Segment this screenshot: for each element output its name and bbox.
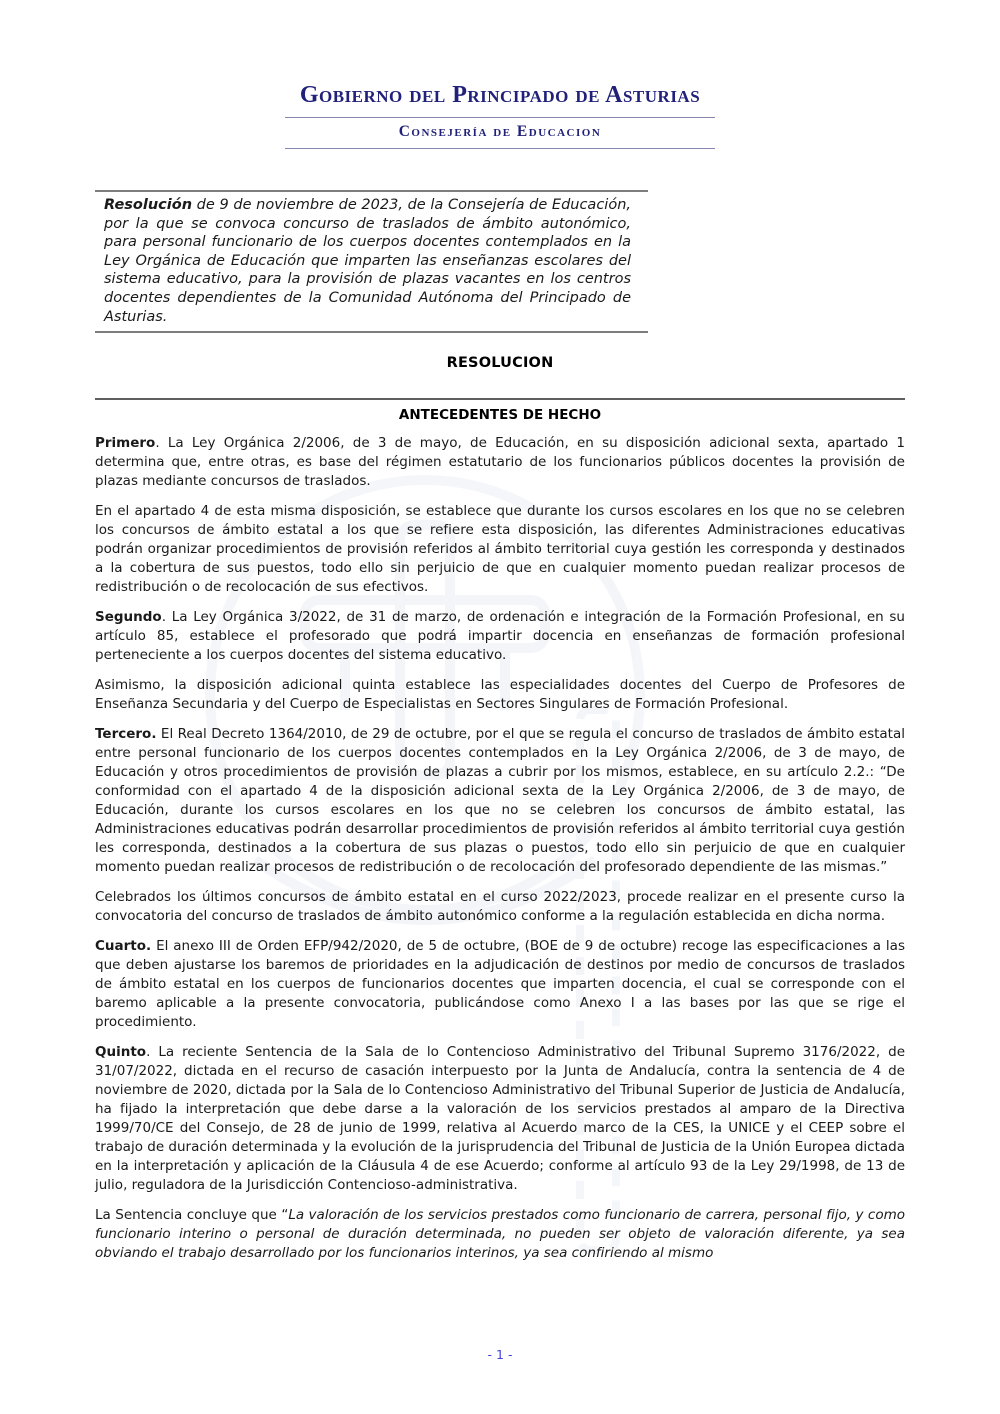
paragraph-lead: Cuarto. <box>95 938 152 955</box>
paragraph-text: La Sentencia concluye que “ <box>95 1207 289 1224</box>
paragraph-celebrados <box>95 888 905 926</box>
paragraph-quote-italic: La valoración de los servicios prestados como funcionario de carrera, personal fijo, y como funcionario interino o personal de duración determinada, no pueden ser objeto de valoración diferente, ya sea obviando el trabajo desarrollado por los funcionarios interinos, ya sea confiriendo al mismo <box>95 1207 905 1262</box>
page-number: - 1 - <box>487 1347 513 1362</box>
paragraph-quinto <box>95 1043 905 1195</box>
paragraph-primero <box>95 434 905 491</box>
paragraph-text: El Real Decreto 1364/2010, de 29 de octubre, por el que se regula el concurso de traslados de ámbito estatal entre personal funcionario de los cuerpos docentes contemplados en la Ley Orgánica 2/2006, de 3 de mayo, de Educación y otros procedimientos de provisión de plazas a cubrir por los mismos, establece, en su artículo 2.2.: “De conformidad con el apartado 4 de la disposición adicional sexta de la Ley Orgánica 2/2006, de 3 de mayo, de Educación, durante los cursos escolares en los que no se celebren los concursos de ámbito estatal, las Administraciones educativas podrán desarrollar procedimientos de provisión referidos al ámbito territorial cuya gestión les corresponda, destinados a la cobertura de sus plazas o puestos, todo ello sin perjuicio de que en cualquier momento puedan realizar procesos de redistribución o de recolocación del profesorado dependiente de las mismas.” <box>95 726 905 876</box>
section-divider-rule <box>95 398 905 400</box>
paragraph-lead: Quinto <box>95 1044 147 1061</box>
paragraph-cuarto <box>95 937 905 1032</box>
document-header <box>0 0 1000 149</box>
paragraph-text: . La reciente Sentencia de la Sala de lo Contencioso Administrativo del Tribunal Supremo 3176/2022, de 31/07/2022, dictada en el recurso de casación interpuesto por la Junta de Andalucía, contra la sentencia de 4 de noviembre de 2020, dictada por la Sala de lo Contencioso Administrativo del Tribunal Superior de Justicia de Andalucía, ha fijado la interpretación que debe darse a la valoración de los servicios prestados al amparo de la Directiva 1999/70/CE del Consejo, de 28 de junio de 1999, relativa al Acuerdo marco de la CES, la UNICE y el CEEP sobre el trabajo de duración determinada y la evolución de la jurisprudencia del Tribunal de Justicia de la Unión Europea dictada en la interpretación y aplicación de la Cláusula 4 de ese Acuerdo; conforme al artículo 93 de la Ley 29/1998, de 13 de julio, reguladora de la Jurisdicción Contencioso-administrativa. <box>95 1044 905 1194</box>
header-rule-top <box>285 117 715 118</box>
paragraph-text: . La Ley Orgánica 3/2022, de 31 de marzo, de ordenación e integración de la Formación Profesional, en su artículo 85, establece el profesorado que podrá impartir docencia en enseñanzas de formación profesional perteneciente a los cuerpos docentes del sistema educativo. <box>95 609 905 664</box>
paragraph-text: Celebrados los últimos concursos de ámbito estatal en el curso 2022/2023, procede realizar en el presente curso la convocatoria del concurso de traslados de ámbito autonómico conforme a la regulación establecida en dicha norma. <box>95 889 905 925</box>
paragraph-text: Asimismo, la disposición adicional quinta establece las especialidades docentes del Cuerpo de Profesores de Enseñanza Secundaria y del Cuerpo de Especialistas en Sectores Singulares de Formación Profesional. <box>95 677 905 713</box>
paragraph-text: . La Ley Orgánica 2/2006, de 3 de mayo, de Educación, en su disposición adicional sexta, apartado 1 determina que, entre otras, es base del régimen estatutario de los funcionarios públicos docentes la provisión de plazas mediante concursos de traslados. <box>95 435 905 490</box>
government-title: Gobierno del Principado de Asturias <box>299 82 701 108</box>
summary-text: de 9 de noviembre de 2023, de la Consejería de Educación, por la que se convoca concurso de traslados de ámbito autonómico, para personal funcionario de los cuerpos docentes contemplados en la Ley Orgánica de Educación que imparten las enseñanzas escolares del sistema educativo, para la provisión de plazas vacantes en los centros docentes dependientes de la Comunidad Autónoma del Principado de Asturias. <box>104 196 631 325</box>
paragraph-sentencia-concluye <box>95 1206 905 1263</box>
resolution-summary-box <box>95 190 648 333</box>
paragraph-apartado-4 <box>95 502 905 597</box>
summary-lead: Resolución <box>104 196 193 213</box>
paragraph-tercero <box>95 725 905 877</box>
paragraph-lead: Tercero. <box>95 726 157 743</box>
document-body <box>0 190 1000 1263</box>
paragraph-text: En el apartado 4 de esta misma disposición, se establece que durante los cursos escolares en los que no se celebren los concursos de ámbito estatal a los que se refiere esta disposición, las diferentes Administraciones educativas podrán organizar procedimientos de provisión referidos al ámbito territorial cuya gestión les corresponda y destinados a la cobertura de sus puestos, todo ello sin perjuicio de que en cualquier momento puedan realizar procesos de redistribución o de recolocación de sus efectivos. <box>95 503 905 596</box>
paragraph-asimismo <box>95 676 905 714</box>
heading-resolucion: RESOLUCION <box>446 355 554 372</box>
paragraph-segundo <box>95 608 905 665</box>
paragraph-lead: Segundo <box>95 609 162 626</box>
paragraph-text: El anexo III de Orden EFP/942/2020, de 5 de octubre, (BOE de 9 de octubre) recoge las especificaciones a las que deben ajustarse los baremos de prioridades en la adjudicación de destinos por medio de concursos de traslados de ámbito estatal en los cuerpos de funcionarios docentes que imparten docencia, el cual se corresponde con el baremo aplicable a la presente convocatoria, publicándose como Anexo I a las bases por las que se rige el procedimiento. <box>95 938 905 1031</box>
department-title: Consejería de Educacion <box>398 123 602 141</box>
paragraph-lead: Primero <box>95 435 156 452</box>
heading-antecedentes-de-hecho: ANTECEDENTES DE HECHO <box>398 407 602 424</box>
header-rule-bottom <box>285 148 715 149</box>
